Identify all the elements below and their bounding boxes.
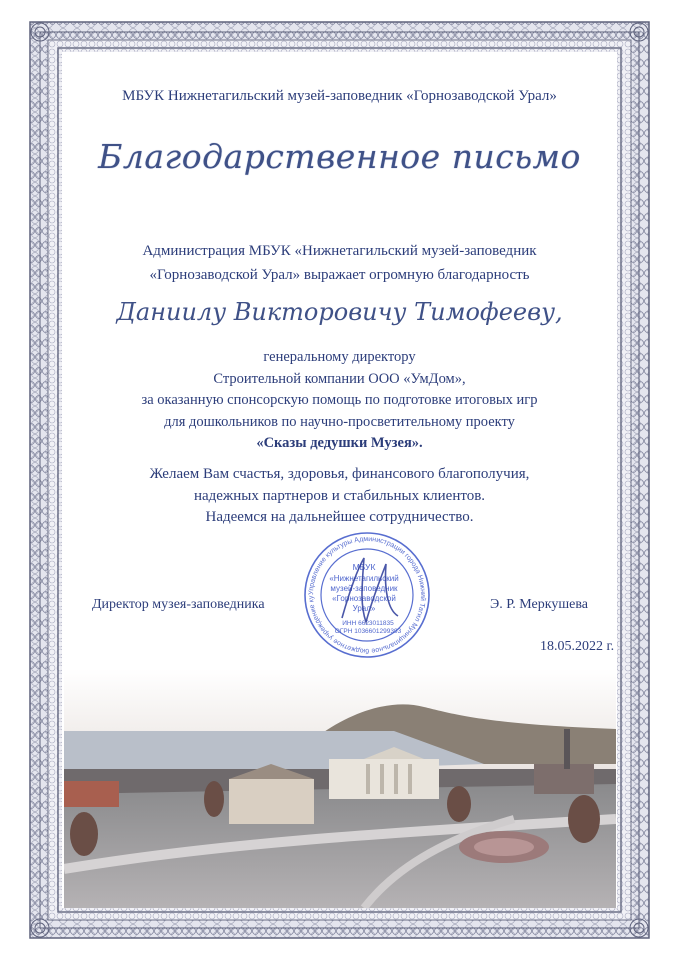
wish-line: Надеемся на дальнейшее сотрудничество. [205, 509, 474, 526]
wishes-paragraph [62, 464, 617, 529]
seal-inner-line: «Горнозаводской [332, 594, 396, 603]
body-line: за оказанную спонсорскую помощь по подготовке итоговых игр [141, 392, 538, 409]
seal-inner-line: музей-заповедник [330, 584, 398, 593]
wish-line: Желаем Вам счастья, здоровья, финансового благополучия, [149, 466, 530, 482]
official-seal [302, 530, 432, 660]
org-header: МБУК Нижнетагильский музей-заповедник «Горнозаводской Урал» [122, 88, 557, 104]
gratitude-paragraph [62, 347, 617, 455]
body-line: для дошкольников по научно-просветительному проекту [164, 413, 515, 430]
administration-paragraph [62, 239, 617, 287]
recipient-name: Даниилу Викторовичу Тимофееву, [116, 298, 563, 326]
project-name: «Сказы дедушки Музея». [256, 435, 423, 452]
museum-panorama-photo [64, 669, 616, 908]
body-line: Строительной компании ООО «УмДом», [213, 370, 466, 387]
seal-inn: ИНН 6623011835 [342, 620, 394, 627]
signatory-role: Директор музея-заповедника [92, 597, 265, 612]
seal-ogrn: ОГРН 1036601299393 [334, 628, 402, 635]
letter-date: 18.05.2022 г. [540, 639, 615, 654]
seal-outer-text: Управление культуры Администрации города Нижний Тагил Муниципальное бюджетное учреждение ку [307, 535, 427, 655]
letter-body [62, 52, 617, 908]
admin-line: «Горнозаводской Урал» выражает огромную благодарность [149, 267, 530, 283]
wish-line: надежных партнеров и стабильных клиентов. [193, 487, 486, 504]
letter-title: Благодарственное письмо [98, 137, 581, 176]
seal-inner-line: МБУК [352, 562, 376, 572]
body-line: генеральному директору [263, 349, 416, 365]
admin-line: Администрация МБУК «Нижнетагильский музей-заповедник [142, 243, 537, 259]
signatory-name: Э. Р. Меркушева [490, 597, 588, 612]
seal-inner-line: Урал» [352, 604, 376, 613]
seal-inner-line: «Нижнетагильский [329, 574, 399, 583]
